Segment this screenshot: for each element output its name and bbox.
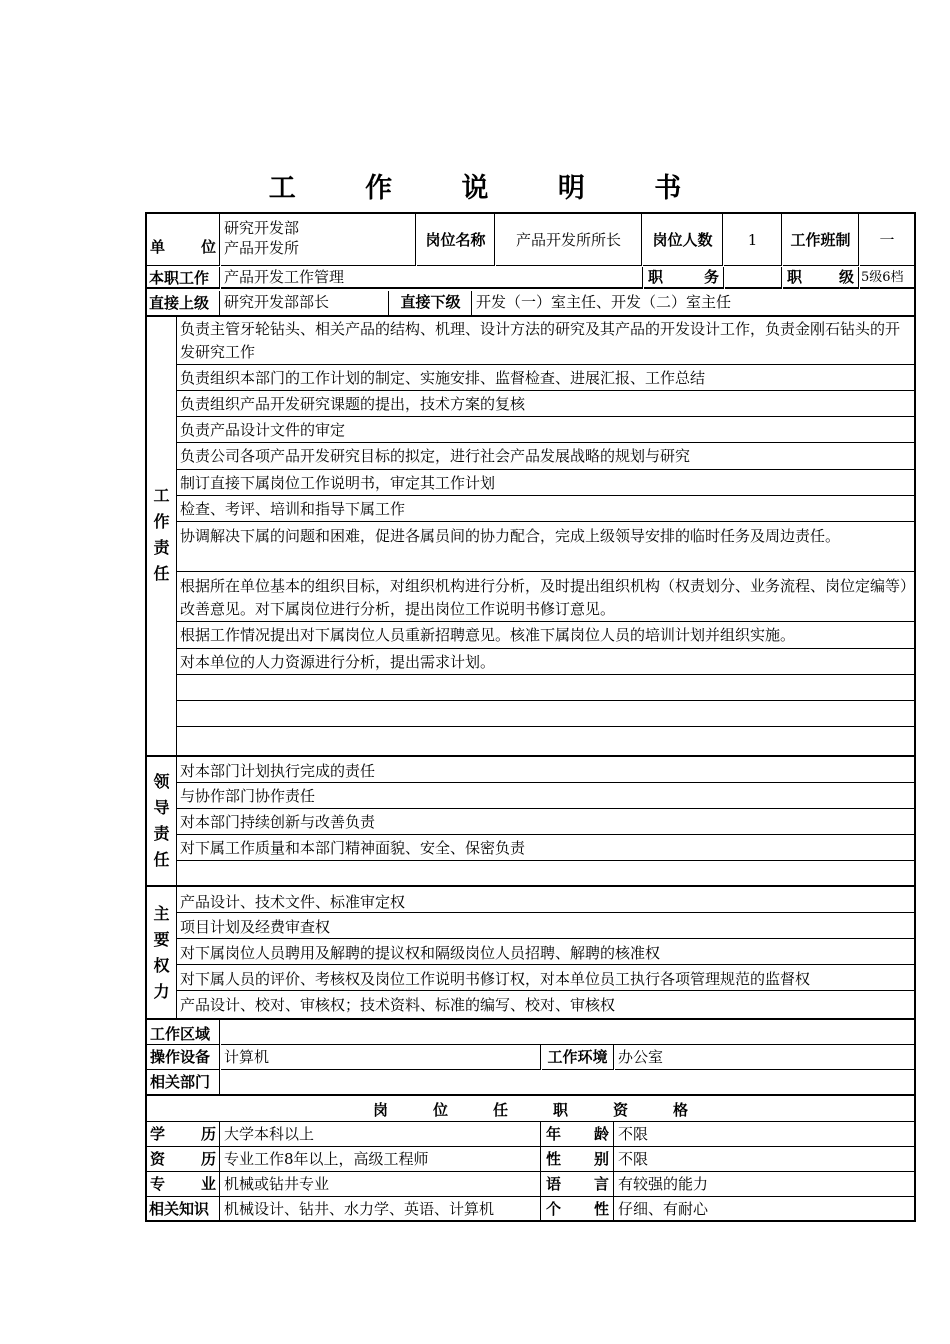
shift-value: 一 (860, 214, 914, 266)
headcount-value: 1 (724, 214, 782, 266)
environment-section (145, 1020, 916, 1096)
leadership-item: 对本部门计划执行完成的责任 (177, 757, 914, 783)
position-name-value: 产品开发所所长 (496, 214, 642, 266)
leadership-item: 对本部门持续创新与改善负责 (177, 809, 914, 835)
knowledge-label: 相关知识 (147, 1197, 220, 1220)
duty-item: 负责公司各项产品开发研究目标的拟定，进行社会产品发展战略的规划与研究 (177, 443, 914, 470)
age-value: 不限 (618, 1125, 649, 1143)
unit-value-1: 研究开发部 (224, 219, 300, 237)
gender-label: 性 别 (542, 1147, 614, 1171)
duty-item: 负责主管牙轮钻头、相关产品的结构、机理、设计方法的研究及其产品的开发设计工作，负责金刚石钻头的开发研究工作 (177, 315, 914, 365)
work-area-value (221, 1020, 914, 1045)
subordinate-value: 开发（一）室主任、开发（二）室主任 (476, 293, 732, 311)
superior-value: 研究开发部部长 (221, 291, 389, 315)
duty-item: 根据所在单位基本的组织目标，对组织机构进行分析，及时提出组织机构（权责划分、业务流程、岗位定编等）改善意见。对下属岗位进行分析，提出岗位工作说明书修订意见。 (177, 572, 914, 622)
work-duties-section (145, 315, 916, 757)
qualification-heading: 岗 位 任 职 资 格 (147, 1096, 914, 1122)
work-duties-label: 工 作 责 任 (147, 315, 177, 755)
authority-item: 产品设计、技术文件、标准审定权 (177, 887, 914, 913)
language-value: 有较强的能力 (618, 1175, 709, 1193)
shift-label: 工作班制 (783, 214, 859, 266)
subordinate-label: 直接下级 (390, 291, 472, 315)
gender-value: 不限 (618, 1150, 649, 1168)
unit-value-2: 产品开发所 (224, 239, 300, 257)
main-work-label: 本职工作 (149, 269, 210, 287)
duty-item: 检查、考评、培训和指导下属工作 (177, 496, 914, 522)
duty-item: 制订直接下属岗位工作说明书，审定其工作计划 (177, 470, 914, 496)
duty-item: 负责组织本部门的工作计划的制定、实施安排、监督检查、进展汇报、工作总结 (177, 365, 914, 391)
authority-label: 主 要 权 力 (147, 887, 177, 1018)
authority-item: 对下属岗位人员聘用及解聘的提议权和隔级岗位人员招聘、解聘的核准权 (177, 939, 914, 965)
duty-item: 协调解决下属的问题和困难，促进各属员间的协力配合，完成上级领导安排的临时任务及周边责任。 (177, 522, 914, 572)
age-label: 年 龄 (542, 1122, 614, 1146)
grade-value: 5级6档 (860, 267, 914, 289)
duty-item: 负责产品设计文件的审定 (177, 417, 914, 443)
language-label: 语 言 (542, 1172, 614, 1196)
work-area-label: 工作区域 (147, 1020, 220, 1045)
position-name-label: 岗位名称 (417, 214, 495, 266)
authority-item: 对下属人员的评价、考核权及岗位工作说明书修订权，对本单位员工执行各项管理规范的监督权 (177, 965, 914, 991)
leadership-section (145, 757, 916, 887)
experience-value: 专业工作8年以上，高级工程师 (221, 1147, 541, 1171)
env-label: 工作环境 (542, 1045, 614, 1070)
personality-value: 仔细、有耐心 (618, 1200, 709, 1218)
qualification-row (147, 1197, 914, 1220)
grade-label: 职 级 (787, 268, 854, 286)
dept-value (221, 1070, 914, 1094)
dept-label: 相关部门 (147, 1070, 220, 1094)
experience-label: 资 历 (147, 1147, 220, 1171)
knowledge-value: 机械设计、钻井、水力学、英语、计算机 (221, 1197, 541, 1220)
duty-item (177, 701, 914, 727)
duty-item: 对本单位的人力资源进行分析，提出需求计划。 (177, 649, 914, 675)
qualification-row (147, 1172, 914, 1197)
authority-item: 产品设计、校对、审核权；技术资料、标准的编写、校对、审核权 (180, 996, 616, 1014)
leadership-list (177, 757, 914, 885)
superior-label: 直接上级 (149, 294, 210, 312)
authority-item: 项目计划及经费审查权 (177, 913, 914, 939)
authority-list (177, 887, 914, 1018)
duty-item: 根据工作情况提出对下属岗位人员重新招聘意见。核准下属岗位人员的培训计划并组织实施。 (177, 622, 914, 649)
education-label: 学 历 (147, 1122, 220, 1146)
duty-item (177, 675, 914, 701)
leadership-label: 领 导 责 任 (147, 757, 177, 885)
main-work-value: 产品开发工作管理 (221, 267, 643, 289)
equipment-value: 计算机 (221, 1045, 541, 1070)
unit-label: 单 位 (150, 238, 216, 256)
education-value: 大学本科以上 (221, 1122, 541, 1146)
page-title: 工 作 说 明 书 (268, 173, 712, 204)
qualification-row (147, 1122, 914, 1147)
duty-value (725, 267, 782, 289)
leadership-item: 对下属工作质量和本部门精神面貌、安全、保密负责 (177, 835, 914, 861)
major-value: 机械或钻井专业 (221, 1172, 541, 1196)
leadership-item: 与协作部门协作责任 (177, 783, 914, 809)
duty-item: 负责组织产品开发研究课题的提出，技术方案的复核 (177, 391, 914, 417)
duty-label: 职 务 (648, 268, 719, 286)
qualification-section (145, 1096, 916, 1222)
personality-label: 个 性 (542, 1197, 614, 1220)
equipment-label: 操作设备 (147, 1045, 220, 1070)
duty-item (177, 727, 914, 753)
qualification-row (147, 1147, 914, 1172)
authority-section (145, 887, 916, 1020)
major-label: 专 业 (147, 1172, 220, 1196)
headcount-label: 岗位人数 (643, 214, 723, 266)
env-value: 办公室 (615, 1045, 914, 1070)
leadership-item (177, 861, 914, 885)
work-duties-list (177, 315, 914, 753)
header-grid (145, 212, 916, 317)
